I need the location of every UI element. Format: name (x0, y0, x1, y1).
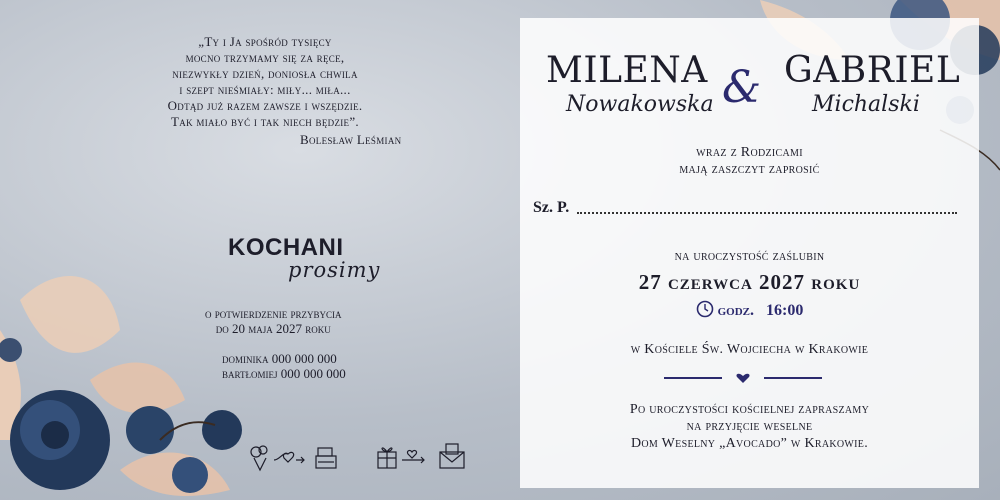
bride-first-name: MILENA (546, 50, 708, 91)
guest-name-line (577, 212, 957, 214)
reception-line: Dom Weselny „Avocado” w Krakowie. (631, 436, 868, 451)
poem-line: Odtąd już razem zawsze i wszędzie. (167, 98, 363, 113)
groom-first-name: GABRIEL (784, 50, 961, 91)
heart-icon (736, 374, 749, 383)
clock-icon (696, 300, 714, 323)
poem-line: mocno trzymamy się za ręce, (185, 50, 345, 65)
time-value: 16:00 (766, 302, 804, 319)
rsvp-line: o potwierdzenie przybycia (205, 306, 342, 321)
time-row (520, 300, 979, 323)
contact-dominika: dominika 000 000 000 (222, 351, 337, 366)
ampersand: & (722, 62, 762, 113)
reception-line: Po uroczystości kościelnej zapraszamy (629, 402, 870, 417)
reception-text (520, 401, 979, 452)
heart-arrow-icon (274, 452, 304, 463)
poem-line: „Ty i Ja spośród tysięcy (198, 34, 332, 49)
rsvp-text (205, 306, 342, 336)
poem-line: niezwykły dzień, doniosła chwila (172, 66, 358, 81)
poem-author: Bolesław Leśmian (300, 132, 402, 147)
reception-line: na przyjęcie weselne (686, 419, 813, 434)
guest-label: Sz. P. (533, 199, 570, 216)
rsvp-contacts (222, 351, 346, 381)
poem-line: i szept nieśmiały: miły... miła... (179, 82, 351, 97)
poem (140, 34, 390, 130)
bride-last-name: Nowakowska (566, 92, 714, 117)
rsvp-heading: KOCHANI (228, 234, 344, 261)
poem-line: Tak miało być i tak niech będzie”. (171, 114, 359, 129)
bouquet-icon (251, 446, 267, 470)
heart-arrow-icon (402, 451, 424, 463)
intro-text (520, 144, 979, 178)
icon-row-left (246, 442, 346, 472)
intro-line: wraz z Rodzicami (696, 145, 803, 160)
wedding-date: 27 czerwca 2027 roku (638, 270, 861, 294)
time-label: godz. (717, 302, 755, 319)
contact-bartlomiej: bartłomiej 000 000 000 (222, 366, 346, 381)
cake-icon (316, 448, 336, 468)
church-text: w Kościele Św. Wojciecha w Krakowie (630, 342, 869, 357)
ceremony-text: na uroczystość zaślubin (674, 249, 825, 264)
icon-row-right (376, 442, 476, 472)
envelope-money-icon (440, 444, 464, 468)
intro-line: mają zaszczyt zaprosić (679, 162, 820, 177)
rsvp-script: prosimy (288, 258, 381, 282)
gift-icon (378, 448, 396, 468)
divider (664, 372, 822, 384)
rsvp-line: do 20 maja 2027 roku (215, 321, 331, 336)
groom-last-name: Michalski (812, 92, 920, 117)
